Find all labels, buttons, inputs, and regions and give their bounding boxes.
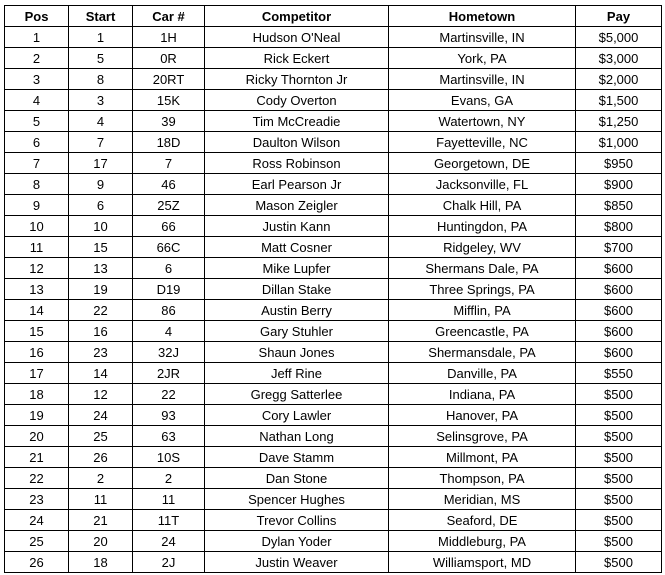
cell-competitor: Shaun Jones	[205, 342, 389, 363]
cell-car-number: 63	[133, 426, 205, 447]
cell-pay: $700	[576, 237, 662, 258]
cell-start: 21	[69, 510, 133, 531]
cell-hometown: Greencastle, PA	[389, 321, 576, 342]
cell-hometown: Three Springs, PA	[389, 279, 576, 300]
cell-start: 4	[69, 111, 133, 132]
cell-hometown: Hanover, PA	[389, 405, 576, 426]
cell-start: 10	[69, 216, 133, 237]
header-hometown: Hometown	[389, 6, 576, 27]
cell-competitor: Trevor Collins	[205, 510, 389, 531]
cell-competitor: Mason Zeigler	[205, 195, 389, 216]
cell-start: 11	[69, 489, 133, 510]
cell-pay: $500	[576, 405, 662, 426]
table-row	[5, 342, 662, 363]
cell-car-number: 66	[133, 216, 205, 237]
cell-pos: 22	[5, 468, 69, 489]
cell-hometown: Huntingdon, PA	[389, 216, 576, 237]
cell-car-number: 11	[133, 489, 205, 510]
cell-start: 5	[69, 48, 133, 69]
cell-pos: 24	[5, 510, 69, 531]
cell-pay: $600	[576, 300, 662, 321]
cell-pos: 1	[5, 27, 69, 48]
cell-car-number: 39	[133, 111, 205, 132]
header-competitor: Competitor	[205, 6, 389, 27]
cell-competitor: Dylan Yoder	[205, 531, 389, 552]
cell-car-number: 10S	[133, 447, 205, 468]
cell-hometown: Evans, GA	[389, 90, 576, 111]
cell-car-number: 6	[133, 258, 205, 279]
cell-hometown: Martinsville, IN	[389, 69, 576, 90]
cell-competitor: Daulton Wilson	[205, 132, 389, 153]
table-row	[5, 132, 662, 153]
cell-hometown: Millmont, PA	[389, 447, 576, 468]
cell-start: 2	[69, 468, 133, 489]
cell-pay: $500	[576, 531, 662, 552]
cell-car-number: D19	[133, 279, 205, 300]
cell-car-number: 32J	[133, 342, 205, 363]
table-row	[5, 174, 662, 195]
cell-car-number: 93	[133, 405, 205, 426]
cell-start: 22	[69, 300, 133, 321]
cell-pay: $950	[576, 153, 662, 174]
cell-competitor: Rick Eckert	[205, 48, 389, 69]
table-row	[5, 195, 662, 216]
cell-pay: $600	[576, 258, 662, 279]
cell-pay: $1,000	[576, 132, 662, 153]
cell-pos: 2	[5, 48, 69, 69]
race-results-table	[4, 5, 662, 573]
cell-hometown: Middleburg, PA	[389, 531, 576, 552]
cell-competitor: Justin Weaver	[205, 552, 389, 573]
cell-pos: 9	[5, 195, 69, 216]
cell-pay: $5,000	[576, 27, 662, 48]
table-row	[5, 216, 662, 237]
cell-start: 23	[69, 342, 133, 363]
cell-competitor: Gary Stuhler	[205, 321, 389, 342]
cell-hometown: Shermansdale, PA	[389, 342, 576, 363]
table-row	[5, 69, 662, 90]
table-row	[5, 258, 662, 279]
cell-pos: 15	[5, 321, 69, 342]
cell-start: 6	[69, 195, 133, 216]
cell-hometown: Danville, PA	[389, 363, 576, 384]
table-row	[5, 48, 662, 69]
cell-competitor: Spencer Hughes	[205, 489, 389, 510]
cell-competitor: Dan Stone	[205, 468, 389, 489]
cell-start: 12	[69, 384, 133, 405]
cell-pos: 13	[5, 279, 69, 300]
table-row	[5, 300, 662, 321]
header-pos: Pos	[5, 6, 69, 27]
cell-pos: 16	[5, 342, 69, 363]
cell-pos: 23	[5, 489, 69, 510]
cell-start: 20	[69, 531, 133, 552]
cell-hometown: Jacksonville, FL	[389, 174, 576, 195]
cell-pos: 21	[5, 447, 69, 468]
cell-car-number: 66C	[133, 237, 205, 258]
header-pay: Pay	[576, 6, 662, 27]
cell-car-number: 0R	[133, 48, 205, 69]
cell-competitor: Cory Lawler	[205, 405, 389, 426]
cell-competitor: Dillan Stake	[205, 279, 389, 300]
cell-pos: 10	[5, 216, 69, 237]
table-row	[5, 447, 662, 468]
cell-start: 19	[69, 279, 133, 300]
cell-hometown: Thompson, PA	[389, 468, 576, 489]
cell-pay: $850	[576, 195, 662, 216]
header-row	[5, 6, 662, 27]
cell-pay: $500	[576, 468, 662, 489]
cell-pay: $500	[576, 510, 662, 531]
cell-hometown: Ridgeley, WV	[389, 237, 576, 258]
cell-start: 14	[69, 363, 133, 384]
cell-pay: $500	[576, 426, 662, 447]
cell-start: 24	[69, 405, 133, 426]
cell-start: 9	[69, 174, 133, 195]
cell-pay: $500	[576, 489, 662, 510]
cell-competitor: Justin Kann	[205, 216, 389, 237]
cell-competitor: Hudson O'Neal	[205, 27, 389, 48]
cell-pay: $900	[576, 174, 662, 195]
cell-pos: 14	[5, 300, 69, 321]
header-car-number: Car #	[133, 6, 205, 27]
cell-car-number: 1H	[133, 27, 205, 48]
cell-pay: $3,000	[576, 48, 662, 69]
cell-car-number: 2J	[133, 552, 205, 573]
table-row	[5, 552, 662, 573]
table-row	[5, 279, 662, 300]
cell-pos: 4	[5, 90, 69, 111]
header-start: Start	[69, 6, 133, 27]
cell-car-number: 2	[133, 468, 205, 489]
cell-pos: 19	[5, 405, 69, 426]
cell-hometown: Fayetteville, NC	[389, 132, 576, 153]
cell-competitor: Ricky Thornton Jr	[205, 69, 389, 90]
cell-hometown: Shermans Dale, PA	[389, 258, 576, 279]
table-row	[5, 531, 662, 552]
cell-start: 7	[69, 132, 133, 153]
cell-pay: $1,250	[576, 111, 662, 132]
cell-hometown: Selinsgrove, PA	[389, 426, 576, 447]
table-row	[5, 321, 662, 342]
cell-pos: 5	[5, 111, 69, 132]
cell-pos: 8	[5, 174, 69, 195]
cell-hometown: Georgetown, DE	[389, 153, 576, 174]
cell-hometown: Martinsville, IN	[389, 27, 576, 48]
cell-pay: $2,000	[576, 69, 662, 90]
cell-car-number: 18D	[133, 132, 205, 153]
table-row	[5, 510, 662, 531]
table-row	[5, 426, 662, 447]
cell-car-number: 2JR	[133, 363, 205, 384]
cell-start: 17	[69, 153, 133, 174]
table-row	[5, 405, 662, 426]
table-body	[5, 27, 662, 573]
cell-pay: $500	[576, 384, 662, 405]
cell-car-number: 25Z	[133, 195, 205, 216]
cell-car-number: 24	[133, 531, 205, 552]
cell-pay: $600	[576, 279, 662, 300]
cell-hometown: Williamsport, MD	[389, 552, 576, 573]
cell-start: 25	[69, 426, 133, 447]
cell-competitor: Dave Stamm	[205, 447, 389, 468]
cell-pay: $600	[576, 342, 662, 363]
cell-pos: 7	[5, 153, 69, 174]
cell-pos: 3	[5, 69, 69, 90]
cell-pay: $550	[576, 363, 662, 384]
cell-start: 1	[69, 27, 133, 48]
cell-hometown: Mifflin, PA	[389, 300, 576, 321]
cell-pos: 25	[5, 531, 69, 552]
results-table-container	[4, 5, 662, 573]
table-row	[5, 363, 662, 384]
cell-pos: 11	[5, 237, 69, 258]
cell-start: 16	[69, 321, 133, 342]
cell-car-number: 15K	[133, 90, 205, 111]
cell-competitor: Jeff Rine	[205, 363, 389, 384]
table-row	[5, 111, 662, 132]
cell-car-number: 7	[133, 153, 205, 174]
table-row	[5, 468, 662, 489]
cell-start: 15	[69, 237, 133, 258]
cell-competitor: Gregg Satterlee	[205, 384, 389, 405]
cell-hometown: Chalk Hill, PA	[389, 195, 576, 216]
cell-pay: $500	[576, 447, 662, 468]
table-header	[5, 6, 662, 27]
cell-competitor: Nathan Long	[205, 426, 389, 447]
cell-start: 13	[69, 258, 133, 279]
cell-hometown: Watertown, NY	[389, 111, 576, 132]
cell-car-number: 4	[133, 321, 205, 342]
cell-hometown: Meridian, MS	[389, 489, 576, 510]
cell-start: 3	[69, 90, 133, 111]
cell-pos: 18	[5, 384, 69, 405]
cell-competitor: Ross Robinson	[205, 153, 389, 174]
table-row	[5, 90, 662, 111]
cell-competitor: Earl Pearson Jr	[205, 174, 389, 195]
cell-hometown: Seaford, DE	[389, 510, 576, 531]
cell-competitor: Matt Cosner	[205, 237, 389, 258]
cell-car-number: 11T	[133, 510, 205, 531]
cell-pos: 17	[5, 363, 69, 384]
cell-pos: 12	[5, 258, 69, 279]
table-row	[5, 384, 662, 405]
cell-car-number: 20RT	[133, 69, 205, 90]
cell-competitor: Tim McCreadie	[205, 111, 389, 132]
cell-car-number: 22	[133, 384, 205, 405]
cell-hometown: York, PA	[389, 48, 576, 69]
table-row	[5, 237, 662, 258]
cell-start: 26	[69, 447, 133, 468]
cell-pay: $600	[576, 321, 662, 342]
cell-competitor: Austin Berry	[205, 300, 389, 321]
table-row	[5, 153, 662, 174]
cell-pos: 6	[5, 132, 69, 153]
cell-competitor: Cody Overton	[205, 90, 389, 111]
cell-start: 18	[69, 552, 133, 573]
cell-pos: 20	[5, 426, 69, 447]
table-row	[5, 489, 662, 510]
cell-pos: 26	[5, 552, 69, 573]
cell-car-number: 46	[133, 174, 205, 195]
table-row	[5, 27, 662, 48]
cell-car-number: 86	[133, 300, 205, 321]
cell-pay: $1,500	[576, 90, 662, 111]
cell-pay: $500	[576, 552, 662, 573]
cell-competitor: Mike Lupfer	[205, 258, 389, 279]
cell-pay: $800	[576, 216, 662, 237]
cell-start: 8	[69, 69, 133, 90]
cell-hometown: Indiana, PA	[389, 384, 576, 405]
